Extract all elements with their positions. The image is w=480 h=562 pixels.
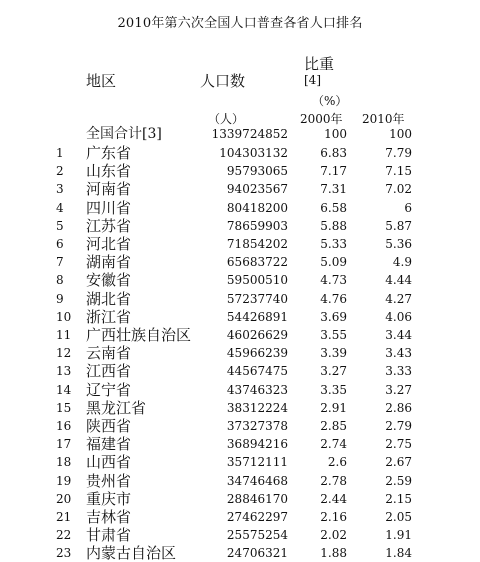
population-cell: 38312224 — [226, 400, 288, 415]
header-share-unit: （%） — [312, 94, 348, 108]
share-2010-cell: 4.9 — [392, 255, 412, 270]
share-2000-cell: 2.85 — [320, 419, 347, 433]
table-row — [0, 326, 480, 344]
region-cell: 广东省 — [86, 144, 132, 162]
rank-cell: 2 — [56, 164, 64, 179]
population-cell: 78659903 — [226, 218, 288, 233]
region-cell: 内蒙古自治区 — [86, 544, 177, 562]
share-2010-cell: 3.33 — [385, 364, 412, 379]
share-2010-cell: 2.79 — [385, 419, 412, 433]
region-cell: 安徽省 — [86, 271, 132, 290]
rank-cell: 20 — [56, 491, 72, 506]
table-row — [0, 162, 480, 180]
rank-cell: 13 — [56, 364, 72, 379]
share-2000-cell: 5.33 — [320, 237, 347, 251]
population-cell: 45966239 — [226, 346, 288, 361]
region-cell: 四川省 — [86, 198, 132, 217]
share-2000-cell: 6.58 — [320, 200, 347, 215]
population-cell: 80418200 — [226, 200, 288, 215]
population-cell: 65683722 — [226, 255, 288, 270]
share-2010-cell: 4.27 — [385, 291, 412, 306]
total-share-2000: 100 — [324, 127, 347, 141]
region-cell: 山西省 — [86, 453, 132, 472]
share-2010-cell: 1.84 — [385, 546, 412, 561]
population-cell: 95793065 — [226, 164, 288, 179]
population-cell: 57237740 — [226, 291, 288, 306]
population-cell: 25575254 — [226, 528, 288, 543]
table-row — [0, 217, 480, 235]
share-2000-cell: 2.44 — [320, 491, 347, 506]
share-2010-cell: 7.79 — [385, 146, 412, 160]
share-2010-cell: 4.44 — [385, 273, 412, 288]
table-row — [0, 180, 480, 198]
table-row — [0, 271, 480, 289]
share-2010-cell: 7.02 — [385, 182, 412, 197]
share-2000-cell: 3.55 — [320, 328, 347, 342]
table-row — [0, 235, 480, 253]
share-2000-cell: 2.16 — [320, 510, 347, 524]
share-2010-cell: 2.67 — [385, 455, 412, 470]
share-2000-cell: 5.09 — [320, 255, 347, 270]
rank-cell: 17 — [56, 437, 72, 452]
table-row — [0, 472, 480, 490]
region-cell: 贵州省 — [86, 471, 132, 490]
share-2000-cell: 5.88 — [320, 218, 347, 233]
header-share: 比重 — [304, 55, 335, 73]
share-2010-cell: 2.15 — [385, 491, 412, 506]
share-2010-cell: 1.91 — [385, 528, 412, 543]
share-2000-cell: 2.78 — [320, 473, 347, 488]
region-cell: 湖北省 — [86, 289, 132, 308]
table-row — [0, 290, 480, 308]
population-cell: 104303132 — [219, 146, 288, 160]
share-2000-cell: 1.88 — [320, 546, 347, 561]
total-share-2010: 100 — [389, 127, 412, 141]
rank-cell: 18 — [56, 455, 72, 470]
total-region: 全国合计[3] — [86, 126, 162, 142]
population-cell: 54426891 — [226, 309, 288, 324]
region-cell: 辽宁省 — [86, 380, 132, 399]
population-cell: 37327378 — [226, 419, 288, 433]
share-2000-cell: 3.69 — [320, 309, 347, 324]
population-cell: 43746323 — [226, 382, 288, 397]
rank-cell: 21 — [56, 510, 72, 524]
rank-cell: 6 — [56, 237, 64, 251]
share-2010-cell: 2.05 — [385, 510, 412, 524]
share-2000-cell: 2.02 — [320, 528, 347, 543]
population-cell: 71854202 — [226, 237, 288, 251]
share-2000-cell: 3.39 — [320, 346, 347, 361]
header-year-2000: 2000年 — [300, 112, 343, 126]
table-row — [0, 308, 480, 326]
share-2000-cell: 3.35 — [320, 382, 347, 397]
region-cell: 江苏省 — [86, 216, 132, 235]
population-cell: 36894216 — [226, 437, 288, 452]
population-cell: 24706321 — [226, 546, 288, 561]
total-population: 1339724852 — [211, 127, 288, 141]
rank-cell: 16 — [56, 419, 72, 433]
rank-cell: 19 — [56, 473, 72, 488]
table-row-total — [0, 125, 480, 143]
rank-cell: 5 — [56, 218, 64, 233]
rank-cell: 22 — [56, 528, 72, 543]
table-row — [0, 490, 480, 508]
share-2000-cell: 4.76 — [320, 291, 347, 306]
population-cell: 27462297 — [226, 510, 288, 524]
population-cell: 34746468 — [226, 473, 288, 488]
rank-cell: 10 — [56, 309, 72, 324]
share-2000-cell: 7.31 — [320, 182, 347, 197]
region-cell: 山东省 — [86, 162, 132, 181]
region-cell: 浙江省 — [86, 307, 132, 326]
table-row — [0, 544, 480, 562]
region-cell: 甘肃省 — [86, 526, 132, 545]
table-row — [0, 508, 480, 526]
population-cell: 59500510 — [226, 273, 288, 288]
population-cell: 94023567 — [226, 182, 288, 197]
rank-cell: 14 — [56, 382, 72, 397]
table-row — [0, 344, 480, 362]
share-2000-cell: 2.91 — [320, 400, 347, 415]
page-title: 2010年第六次全国人口普查各省人口排名 — [117, 16, 363, 31]
share-2010-cell: 2.86 — [385, 400, 412, 415]
share-2010-cell: 6 — [404, 200, 412, 215]
share-2000-cell: 3.27 — [320, 364, 347, 379]
header-population: 人口数 — [200, 72, 246, 90]
share-2010-cell: 5.36 — [385, 237, 412, 251]
table-row — [0, 144, 480, 162]
rank-cell: 1 — [56, 146, 64, 160]
region-cell: 黑龙江省 — [86, 398, 147, 417]
region-cell: 吉林省 — [86, 508, 132, 526]
population-cell: 35712111 — [226, 455, 288, 470]
table-row — [0, 381, 480, 399]
rank-cell: 23 — [56, 546, 72, 561]
region-cell: 江西省 — [86, 362, 132, 381]
rank-cell: 11 — [56, 328, 72, 342]
table-row — [0, 362, 480, 380]
share-2010-cell: 7.15 — [385, 164, 412, 179]
population-cell: 44567475 — [226, 364, 288, 379]
share-2010-cell: 3.27 — [385, 382, 412, 397]
share-2010-cell: 4.06 — [385, 309, 412, 324]
table-row — [0, 435, 480, 453]
region-cell: 陕西省 — [86, 417, 132, 435]
header-share-note: [4] — [304, 73, 321, 87]
share-2000-cell: 7.17 — [320, 164, 347, 179]
rank-cell: 9 — [56, 291, 64, 306]
rank-cell: 15 — [56, 400, 72, 415]
share-2000-cell: 2.74 — [320, 437, 347, 452]
population-cell: 46026629 — [226, 328, 288, 342]
share-2010-cell: 3.43 — [385, 346, 412, 361]
table-row — [0, 199, 480, 217]
table-row — [0, 453, 480, 471]
header-region: 地区 — [86, 72, 117, 90]
rank-cell: 8 — [56, 273, 64, 288]
share-2000-cell: 6.83 — [320, 146, 347, 160]
region-cell: 湖南省 — [86, 253, 132, 272]
share-2000-cell: 2.6 — [327, 455, 347, 470]
region-cell: 福建省 — [86, 435, 132, 454]
table-row — [0, 417, 480, 435]
rank-cell: 3 — [56, 182, 64, 197]
share-2010-cell: 2.75 — [385, 437, 412, 452]
rank-cell: 12 — [56, 346, 72, 361]
population-cell: 28846170 — [226, 491, 288, 506]
region-cell: 重庆市 — [86, 489, 132, 508]
share-2000-cell: 4.73 — [320, 273, 347, 288]
header-year-2010: 2010年 — [362, 112, 405, 126]
share-2010-cell: 3.44 — [385, 328, 412, 342]
table-row — [0, 253, 480, 271]
table-row — [0, 399, 480, 417]
share-2010-cell: 2.59 — [385, 473, 412, 488]
share-2010-cell: 5.87 — [385, 218, 412, 233]
region-cell: 云南省 — [86, 344, 132, 363]
rank-cell: 7 — [56, 255, 64, 270]
table-row — [0, 526, 480, 544]
region-cell: 广西壮族自治区 — [86, 326, 192, 344]
region-cell: 河南省 — [86, 180, 132, 199]
region-cell: 河北省 — [86, 235, 132, 253]
rank-cell: 4 — [56, 200, 64, 215]
header-population-unit: （人） — [208, 112, 245, 126]
